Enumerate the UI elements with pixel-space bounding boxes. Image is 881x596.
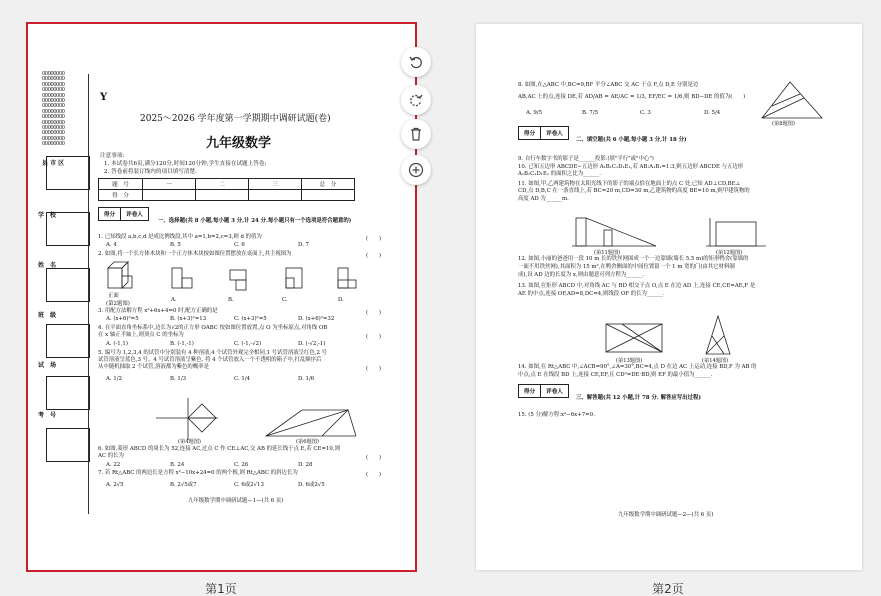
option: B. 2√5或7 <box>170 482 197 488</box>
question-13a: 13. 如图,在矩形 ABCD 中,对角线 AC 与 BD 相交于点 O,点 E 在边 AD 上,连接 CE,CE=AE,F 是 <box>518 283 756 289</box>
option: D. (-√2,-1) <box>298 341 326 347</box>
section-3-title: 三、解答题(共 12 小题,计 78 分. 解答应写出过程) <box>576 395 701 401</box>
note-2: 2. 答卷前将装订线内的项目填写清楚. <box>104 169 197 175</box>
score-header: 二 <box>196 179 249 190</box>
section-1-title: 一、选择题(共 8 小题,每小题 3 分,计 24 分.每小题只有一个选项是符合题意的) <box>158 218 352 224</box>
question-5b: 试管溶液呈蓝色,3 号、4 号试管溶液呈紫色. 将 4 个试管放入一个不透明的箱子中,打乱顺序后 <box>98 357 322 363</box>
fig12-caption: (第12题图) <box>716 250 743 256</box>
question-12c: 成),设 AD 边的长度为 x,则由题意可列方程为______. <box>518 272 645 278</box>
exam-subtitle: 2025～2026 学年度第一学期期中调研试题(卷) <box>140 114 331 124</box>
fig4-caption: (第4题图) <box>178 439 201 445</box>
question-14b: 中点,点 E 在线段 BD 上,连接 CE,EF,且 CD²=DE·BD,则 EF 的最小值为______. <box>518 372 713 378</box>
notes <box>100 152 266 176</box>
q5-options <box>106 376 362 382</box>
binding-line <box>88 74 89 514</box>
option: B. (x+3)²=13 <box>170 316 207 322</box>
question-10b: A₁B₁C₁D₁E₁ 的面积之比为______. <box>518 171 601 177</box>
option: C. 6 <box>234 242 245 248</box>
side-label-school: 学 校 <box>38 212 57 219</box>
option: C. 6或2√13 <box>234 482 264 488</box>
option: A. (x+6)²=5 <box>106 316 139 322</box>
question-2: 2. 如图,将一个长方体木块和一个正方体木块按如图位置摆放在桌面上,其主视图为 <box>98 251 292 257</box>
section-2-title: 二、填空题(共 6 小题,每小题 3 分,计 18 分) <box>576 137 687 143</box>
add-page-button[interactable] <box>401 155 431 185</box>
option: C. (-1,-√2) <box>234 341 262 347</box>
grade-box <box>518 126 569 140</box>
grade-box-grader: 评卷人 <box>541 385 569 398</box>
fig11-fig12 <box>570 212 790 250</box>
score-cell <box>196 190 249 201</box>
answer-paren: ( ) <box>366 334 381 340</box>
option: D. 5/4 <box>704 110 721 116</box>
note-1: 1. 本试卷共6页,满分120分,时间120分钟,学生直接在试题上答卷; <box>104 161 267 167</box>
option: B. 24 <box>170 462 185 468</box>
option: B. (-1,-1) <box>170 341 194 347</box>
q2-caption: (第2题图) <box>106 301 130 307</box>
q2-option-a: A. <box>171 297 177 303</box>
q1-options <box>106 242 362 248</box>
option: D. (x+6)²=32 <box>298 316 335 322</box>
binding-dots: OOOOOOOO OOOOOOOO OOOOOOOO OOOOOOOO OOOOOOOO OOOOOOOO OOOOOOOO OOOOOOOO OOOOOOOO OOOOOOOO OOOOOOOO OOOOOOOO OOOOOOOO OOOOOOOO <box>42 71 65 148</box>
fig11-caption: (第11题图) <box>594 250 621 256</box>
side-label-name: 姓 名 <box>38 262 57 269</box>
q3-options <box>106 316 362 322</box>
option: D. 28 <box>298 462 313 468</box>
side-label-number: 考 号 <box>38 412 57 419</box>
score-header: 三 <box>249 179 302 190</box>
option: D. 1/6 <box>298 376 315 382</box>
fig8-triangle <box>758 80 828 122</box>
option: B. 1/3 <box>170 376 187 382</box>
question-10a: 10. 已知五边形 ABCDE∽五边形 A₁B₁C₁D₁E₁,若 AB:A₁B₁=1:3,则五边形 ABCDE 与五边形 <box>518 164 744 170</box>
question-1: 1. 已知线段 a,b,c,d 是成比例线段,其中 a=1,b=2,c=3,则 d 的值为 <box>98 234 262 240</box>
option: A. 9/5 <box>526 110 542 116</box>
question-3: 3. 用配方法解方程 x²+6x+4=0 时,配方正确的是 <box>98 308 218 314</box>
question-15: 15. (5 分)解方程:x²−6x+7=0. <box>518 412 595 418</box>
answer-paren: ( ) <box>366 455 381 461</box>
answer-paren: ( ) <box>366 253 381 259</box>
score-row-label: 得 分 <box>99 190 143 201</box>
question-12b: 一面不用铁丝网),其面积为 15 m²,在鸭舍侧面的中间位置留一个 1 m 宽的门(由其它材料制 <box>518 264 735 270</box>
grade-box-score: 得分 <box>99 208 121 221</box>
fig6-caption: (第6题图) <box>296 439 319 445</box>
side-label-class: 班 级 <box>38 312 57 319</box>
option: C. (x+3)²=5 <box>234 316 267 322</box>
q7-options <box>106 480 362 488</box>
question-11c: 高度 AD 为______m. <box>518 196 569 202</box>
fig13-fig14 <box>602 314 802 358</box>
option: B. 5 <box>170 242 181 248</box>
delete-page-button[interactable] <box>401 119 431 149</box>
q4-q6-figures <box>152 396 372 444</box>
rotate-right-button[interactable] <box>401 85 431 115</box>
question-6a: 6. 如图,菱形 ABCD 的周长为 52,连接 AC,过点 C 作 CE⊥AC,交 AB 的延长线于点 E,若 CE=10,则 <box>98 446 340 452</box>
score-table <box>98 178 355 201</box>
corner-mark: Y <box>100 92 108 103</box>
option: C. 1/4 <box>234 376 251 382</box>
option: D. 7 <box>298 242 309 248</box>
page-2-thumbnail[interactable] <box>476 24 862 570</box>
grade-box <box>518 384 569 398</box>
option: C. 26 <box>234 462 249 468</box>
question-12a: 12. 如图,小丽的爸爸用一段 10 m 长的铁丝网围成一个一边靠墙(墙长 5.5 m)的矩形鸭舍(靠墙的 <box>518 256 749 262</box>
option: D. 6或2√5 <box>298 482 325 488</box>
option: A. (-1,1) <box>106 341 128 347</box>
binding-strip <box>40 72 80 512</box>
option: A. 1/2 <box>106 376 122 382</box>
notes-title: 注意事项: <box>100 153 125 159</box>
question-5a: 5. 编号为 1,2,3,4 的试管中分别装有 4 种溶液,4 个试管外观完全相同,1 号试管溶液呈红色,2 号 <box>98 350 328 356</box>
fig13-caption: (第13题图) <box>616 358 643 364</box>
fig8-caption: (第8题图) <box>772 121 795 127</box>
plus-circle-icon <box>408 162 424 178</box>
question-14a: 14. 如图,在 Rt△ABC 中,∠ACB=90°,∠A=30°,BC=4,点 D 在边 AC 上运动,连接 BD,F 为 AB 的 <box>518 364 757 370</box>
question-5c: 从中随机抽取 2 个试管,溶液都为紫色的概率是 <box>98 364 209 370</box>
side-box-class <box>46 324 90 358</box>
question-4a: 4. 在平面直角坐标系中,边长为√2的正方形 OABC 按如图位置放置,点 O 为坐标原点,对角线 OB <box>98 325 328 331</box>
page-1-label: 第1页 <box>205 582 237 596</box>
answer-paren: ( ) <box>366 236 381 242</box>
answer-paren: ( ) <box>366 310 381 316</box>
grade-box <box>98 207 149 221</box>
page-1-footer: 九年级数学期中调研试题—1—(共 6 页) <box>188 498 284 504</box>
answer-paren: ( ) <box>366 366 381 372</box>
q2-front-label: 正面 <box>108 293 119 299</box>
question-6b: AC 的长为 <box>98 453 124 459</box>
q2-option-b: B. <box>228 297 234 303</box>
page-2-footer: 九年级数学期中调研试题—2—(共 6 页) <box>618 512 714 518</box>
grade-box-grader: 评卷人 <box>541 127 569 140</box>
q6-options <box>106 462 362 468</box>
score-cell <box>143 190 196 201</box>
question-8a: 8. 如图,在△ABC 中,BC=9,BF 平分∠ABC 交 AC 于点 F,点 D,E 分别是边 <box>518 82 699 88</box>
q8-options <box>526 110 768 116</box>
q4-options <box>106 341 362 347</box>
grade-box-score: 得分 <box>519 385 541 398</box>
trash-icon <box>408 126 424 142</box>
side-box-name <box>46 268 90 302</box>
grade-box-grader: 评卷人 <box>121 208 149 221</box>
rotate-left-icon <box>408 54 424 70</box>
q2-option-d: D. <box>338 297 344 303</box>
side-label-county: 县 市 区 <box>42 160 65 167</box>
score-header: 一 <box>143 179 196 190</box>
question-11a: 11. 如图,甲,乙两建筑物在太阳光线下的影子的端点恰在地面上的点 C 处,已知 AD⊥CD,BE⊥ <box>518 181 741 187</box>
option: A. 4 <box>106 242 117 248</box>
option: A. 22 <box>106 462 121 468</box>
question-9: 9. 自行车数字书的影子是______投影.(填"平行"或"中心") <box>518 156 654 162</box>
exam-title: 九年级数学 <box>206 136 272 151</box>
answer-paren: ( ) <box>366 472 381 478</box>
grade-box-score: 得分 <box>519 127 541 140</box>
q2-option-c: C. <box>282 297 288 303</box>
question-4b: 在 x 轴正半轴上,则顶点 C 的坐标为 <box>98 332 184 338</box>
score-header: 题 号 <box>99 179 143 190</box>
question-13b: AE 的中点,连接 OF,AD=8,DC=4,则线段 OF 的长为______. <box>518 291 665 297</box>
score-cell <box>302 190 355 201</box>
score-header: 总 分 <box>302 179 355 190</box>
side-label-room: 试 场 <box>38 362 57 369</box>
side-box-room <box>46 376 90 410</box>
score-cell <box>249 190 302 201</box>
option: C. 3 <box>640 110 651 116</box>
side-box-number <box>46 428 90 462</box>
question-11b: CD,点 D,B,C 在一条直线上,若 BC=20 m,CD=30 m,乙建筑物的高度 BE=10 m,则甲建筑物的 <box>518 188 750 194</box>
page-1-thumbnail[interactable] <box>26 22 417 572</box>
option: B. 7/5 <box>582 110 599 116</box>
rotate-right-icon <box>408 92 424 108</box>
rotate-left-button[interactable] <box>401 47 431 77</box>
option: A. 2√5 <box>106 482 124 488</box>
question-8b: AB,AC 上的点,连接 DE,若 AD/AB = AE/AC = 1/3, EF/EC = 1/6,则 BD−DE 的值为( ) <box>518 94 746 100</box>
fig14-caption: (第14题图) <box>702 358 729 364</box>
page-2-label: 第2页 <box>652 582 684 596</box>
question-7: 7. 若 Rt△ABC 的两边长是方程 x²−10x+24=0 的两个根,则 Rt△ABC 的斜边长为 <box>98 470 298 476</box>
